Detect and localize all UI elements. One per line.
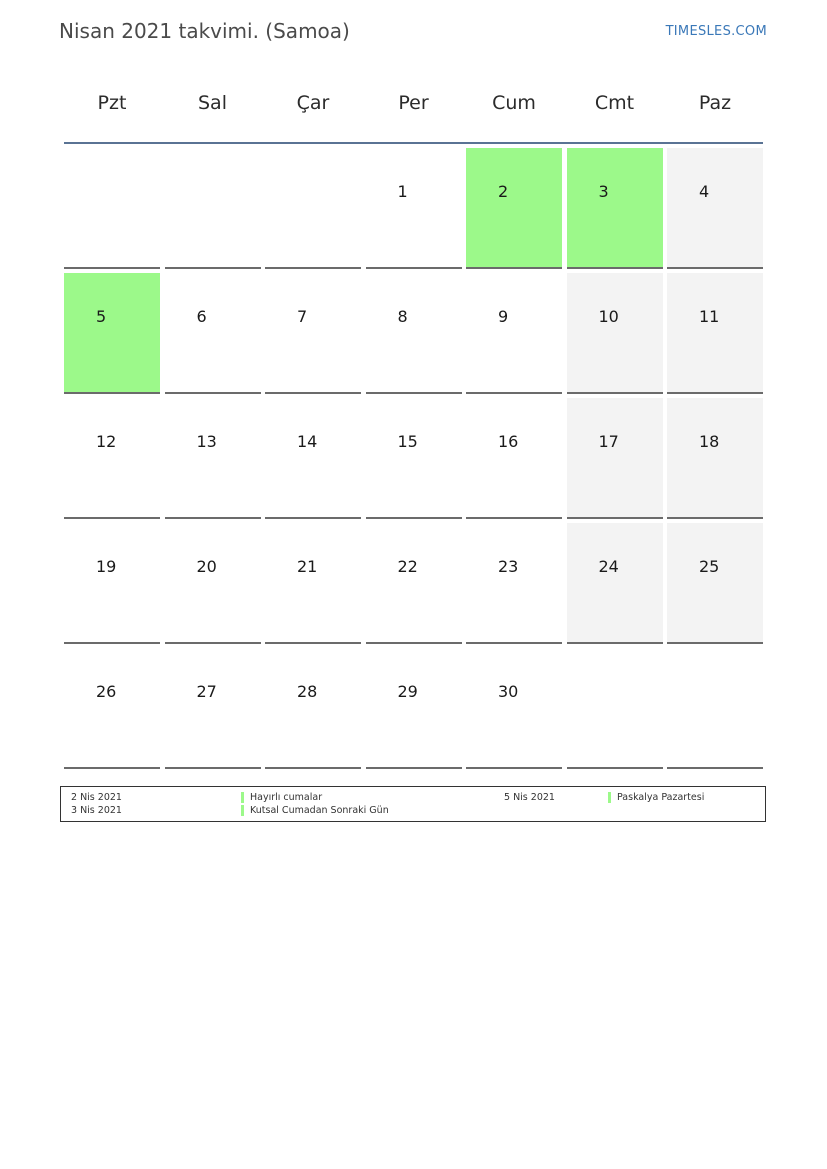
- day-number: 17: [598, 432, 619, 451]
- day-cell[interactable]: [64, 398, 160, 519]
- holiday-day-cell[interactable]: [567, 148, 663, 269]
- day-cell[interactable]: [64, 523, 160, 644]
- week-row: [64, 398, 763, 519]
- day-number: 9: [498, 307, 509, 326]
- day-number: 26: [96, 682, 117, 701]
- day-cell[interactable]: [165, 648, 261, 769]
- day-number: 25: [699, 557, 720, 576]
- weekday-label: Çar: [296, 92, 330, 114]
- day-number: 1: [397, 182, 408, 201]
- empty-day-cell: [265, 148, 361, 269]
- day-number: 3: [598, 182, 609, 201]
- holiday-day-cell[interactable]: [466, 148, 562, 269]
- holiday-day-cell[interactable]: [64, 273, 160, 394]
- week-row: [64, 148, 763, 269]
- day-cell[interactable]: [466, 273, 562, 394]
- legend-holiday-name: Hayırlı cumalar: [241, 792, 322, 803]
- empty-day-cell: [667, 648, 763, 769]
- day-cell[interactable]: [567, 398, 663, 519]
- brand-link[interactable]: TIMESLES.COM: [665, 24, 767, 39]
- legend-date: 5 Nis 2021: [504, 792, 555, 803]
- page-title: Nisan 2021 takvimi. (Samoa): [59, 19, 350, 43]
- weekday-label: Per: [398, 92, 429, 114]
- weekday-label: Paz: [698, 92, 732, 114]
- week-row: [64, 273, 763, 394]
- day-cell[interactable]: [265, 398, 361, 519]
- weeks-container: [64, 148, 763, 769]
- legend-date: 2 Nis 2021: [71, 792, 122, 803]
- day-number: 14: [297, 432, 318, 451]
- day-number: 5: [96, 307, 107, 326]
- weekday-label: Cmt: [594, 92, 635, 114]
- day-cell[interactable]: [366, 523, 462, 644]
- week-row: [64, 523, 763, 644]
- empty-day-cell: [64, 148, 160, 269]
- day-number: 18: [699, 432, 720, 451]
- day-cell[interactable]: [667, 273, 763, 394]
- day-cell[interactable]: [466, 523, 562, 644]
- day-number: 2: [498, 182, 509, 201]
- day-number: 20: [196, 557, 217, 576]
- legend-holiday-name: Kutsal Cumadan Sonraki Gün: [241, 805, 389, 816]
- day-number: 23: [498, 557, 519, 576]
- week-row: [64, 648, 763, 769]
- day-number: 15: [397, 432, 418, 451]
- day-cell[interactable]: [165, 523, 261, 644]
- day-number: 4: [699, 182, 710, 201]
- day-number: 12: [96, 432, 117, 451]
- day-number: 10: [598, 307, 619, 326]
- day-number: 8: [397, 307, 408, 326]
- weekday-header-row: [64, 64, 763, 144]
- day-cell[interactable]: [667, 398, 763, 519]
- day-cell[interactable]: [667, 148, 763, 269]
- calendar-grid: [64, 64, 763, 773]
- day-number: 30: [498, 682, 519, 701]
- day-cell[interactable]: [64, 648, 160, 769]
- weekday-label: Cum: [492, 92, 536, 114]
- day-cell[interactable]: [366, 648, 462, 769]
- day-cell[interactable]: [366, 148, 462, 269]
- day-cell[interactable]: [667, 523, 763, 644]
- legend-holiday-name: Paskalya Pazartesi: [608, 792, 704, 803]
- day-number: 6: [196, 307, 207, 326]
- weekday-label: Sal: [198, 92, 227, 114]
- day-cell[interactable]: [265, 273, 361, 394]
- day-cell[interactable]: [165, 398, 261, 519]
- day-cell[interactable]: [466, 648, 562, 769]
- day-number: 7: [297, 307, 308, 326]
- holiday-legend: [60, 786, 766, 822]
- day-cell[interactable]: [366, 398, 462, 519]
- day-number: 19: [96, 557, 117, 576]
- day-number: 16: [498, 432, 519, 451]
- day-number: 21: [297, 557, 318, 576]
- day-number: 11: [699, 307, 720, 326]
- day-cell[interactable]: [265, 523, 361, 644]
- empty-day-cell: [165, 148, 261, 269]
- day-number: 24: [598, 557, 619, 576]
- weekday-label: Pzt: [97, 92, 127, 114]
- day-number: 28: [297, 682, 318, 701]
- day-cell[interactable]: [265, 648, 361, 769]
- day-number: 27: [196, 682, 217, 701]
- day-number: 13: [196, 432, 217, 451]
- day-cell[interactable]: [567, 273, 663, 394]
- day-cell[interactable]: [366, 273, 462, 394]
- day-number: 29: [397, 682, 418, 701]
- day-cell[interactable]: [165, 273, 261, 394]
- empty-day-cell: [567, 648, 663, 769]
- day-cell[interactable]: [567, 523, 663, 644]
- legend-date: 3 Nis 2021: [71, 805, 122, 816]
- day-cell[interactable]: [466, 398, 562, 519]
- day-number: 22: [397, 557, 418, 576]
